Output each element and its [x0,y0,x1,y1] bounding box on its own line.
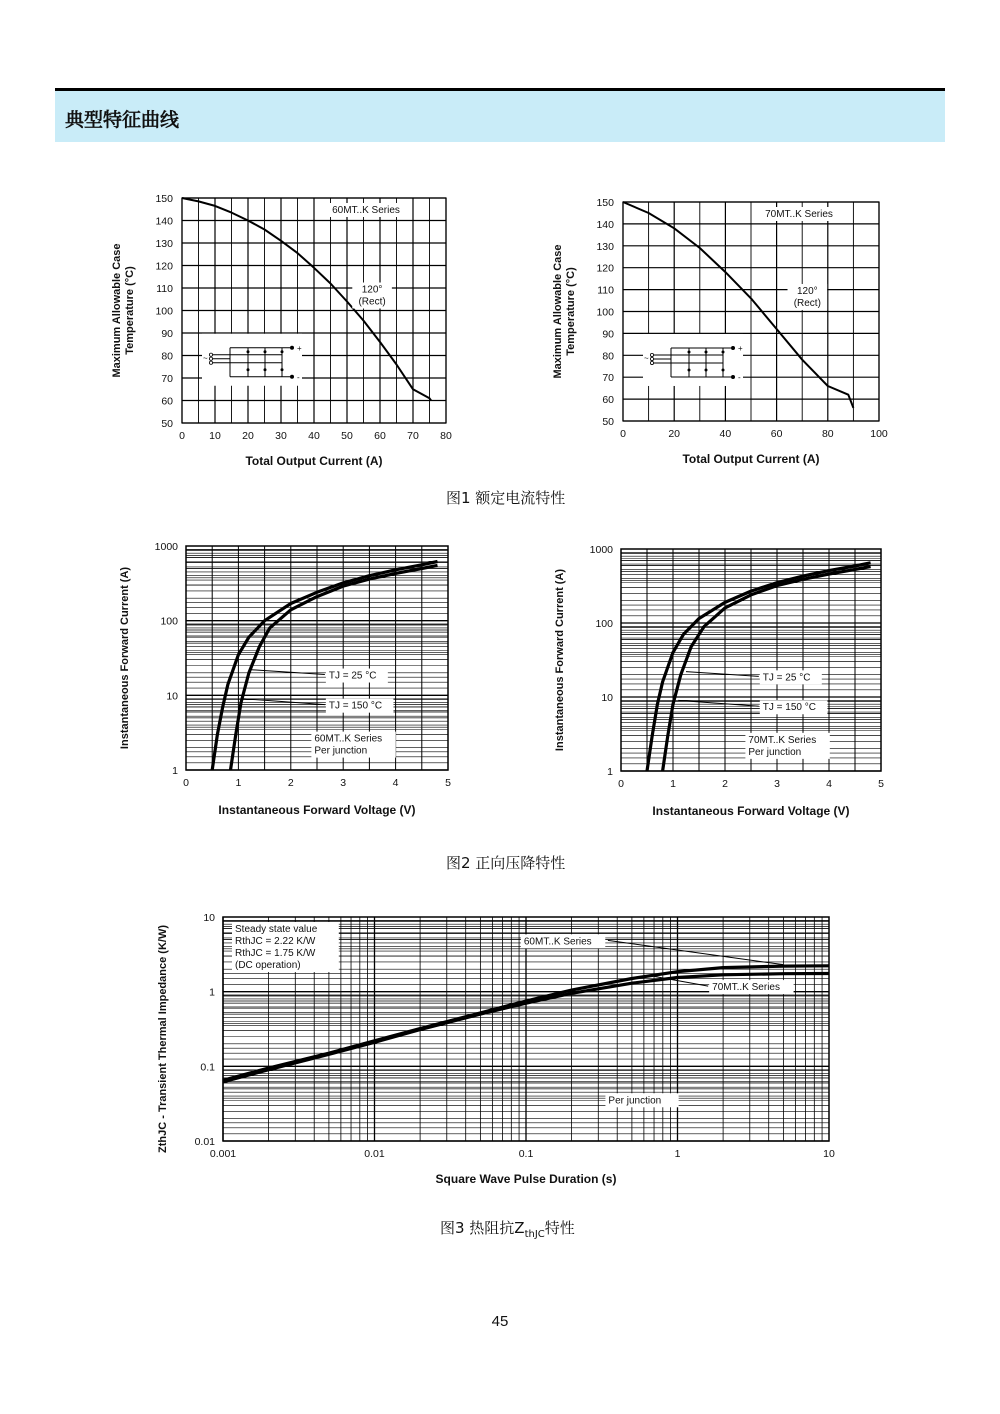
y-tick-label: 1 [172,765,178,777]
bridge-icon-input [650,357,653,360]
y-tick-label: 150 [155,193,173,205]
chart-forward-voltage-60mt [100,535,470,835]
bridge-icon-plus: + [738,343,743,353]
y-tick-label: 1000 [589,544,613,556]
bridge-icon-dot [247,350,250,353]
x-tick-label: 20 [668,428,681,440]
bridge-icon-dot [722,368,725,371]
bridge-icon-dot [264,368,267,371]
x-tick-label: 3 [340,777,347,789]
bridge-icon-bg [643,334,743,386]
series-label: Per junction [748,746,802,758]
x-tick-label: 5 [878,778,884,790]
series-label-70mt: 70MT..K Series [712,982,780,994]
y-tick-label: 120 [596,262,614,275]
caption-fig3 [440,1217,575,1240]
y-tick-label: 100 [596,306,614,319]
bridge-icon-minus: - [738,372,741,382]
y-tick-label: 90 [161,328,173,340]
y-axis-label: Maximum Allowable Case [552,244,564,379]
chart-rated-current-60mt [100,185,470,485]
chart-forward-voltage-70mt [545,535,905,835]
curve-annotation: (Rect) [793,297,821,309]
x-tick-label: 80 [821,428,834,440]
bridge-icon-terminal [290,375,294,379]
caption-fig3-prefix: 图3 热阻抗Z [440,1219,525,1237]
x-tick-label: 4 [392,777,399,789]
y-tick-label: 50 [161,418,173,430]
steady-state-legend: Steady state value [235,924,318,935]
y-tick-label: 110 [156,283,173,295]
section-header [55,88,945,142]
x-tick-label: 100 [870,428,888,440]
bridge-icon-input [209,357,212,360]
y-tick-label: 10 [166,690,178,703]
y-tick-label: 100 [155,305,173,318]
y-tick-label: 50 [602,416,614,428]
bridge-icon-input [209,353,212,356]
y-axis-label: Instantaneous Forward Current (A) [554,568,566,752]
section-title: 典型特征曲线 [65,109,180,131]
steady-state-legend: RthJC = 2.22 K/W [235,936,316,947]
series-label-60mt: 60MT..K Series [523,936,592,948]
y-tick-label: 90 [602,328,614,341]
y-tick-label: 100 [160,615,178,628]
y-tick-label: 10 [203,912,215,924]
x-tick-label: 10 [209,430,221,442]
x-tick-label: 10 [823,1148,835,1160]
x-tick-label: 40 [308,430,320,442]
y-tick-label: 80 [161,350,173,363]
x-axis-label: Square Wave Pulse Duration (s) [435,1172,617,1186]
y-tick-label: 120 [155,260,173,273]
y-axis-label: Temperature (°C) [124,266,136,355]
y-tick-label: 70 [161,373,173,385]
bridge-icon-dot [281,350,284,353]
series-label: 60MT..K Series [332,205,400,216]
legend-tj-25: TJ = 25 °C [762,672,811,684]
bridge-icon-input [650,361,653,364]
y-tick-label: 130 [596,240,614,253]
y-tick-label: 130 [155,238,173,250]
page-number: 45 [491,1313,509,1330]
chart-thermal-impedance [145,900,865,1200]
legend-tj-25: TJ = 25 °C [328,670,377,682]
x-tick-label: 0.01 [364,1148,385,1160]
bridge-icon-terminal [731,346,735,350]
bridge-icon-plus: + [297,343,302,353]
bridge-icon-dot [722,350,725,353]
x-tick-label: 3 [774,778,780,790]
y-tick-label: 1000 [154,541,178,553]
legend-tj-150: TJ = 150 °C [328,700,383,712]
bridge-rectifier-icon [202,334,302,386]
x-tick-label: 40 [719,428,732,440]
x-tick-label: 0 [183,777,189,789]
x-axis-label: Total Output Current (A) [245,454,383,468]
y-tick-label: 80 [602,350,614,363]
bridge-rectifier-icon [643,334,743,386]
bridge-icon-dot [264,350,267,353]
y-tick-label: 140 [596,218,614,231]
y-tick-label: 140 [155,215,173,228]
x-tick-label: 2 [722,778,728,790]
caption-fig3-suffix: 特性 [544,1219,575,1237]
y-axis-label: Instantaneous Forward Current (A) [119,566,131,750]
y-axis-label: ZthJC - Transient Thermal Impedance (K/W) [157,925,169,1153]
bridge-icon-dot [247,368,250,371]
steady-state-legend: RthJC = 1.75 K/W [235,948,316,959]
bridge-icon-dot [705,368,708,371]
series-label: Per junction [314,745,368,757]
legend-tj-150: TJ = 150 °C [762,702,817,714]
bridge-icon-dot [688,350,691,353]
steady-state-legend: (DC operation) [235,960,301,971]
x-tick-label: 80 [440,430,452,442]
series-label: 70MT..K Series [748,734,817,746]
x-tick-label: 0 [620,428,626,440]
curve-annotation: 120° [796,285,818,297]
x-tick-label: 30 [275,430,287,442]
x-tick-label: 60 [770,428,783,440]
x-tick-label: 1 [674,1148,681,1160]
y-tick-label: 0.01 [194,1136,215,1148]
x-tick-label: 20 [242,430,254,442]
bridge-icon-dot [705,350,708,353]
bridge-icon-input [209,361,212,364]
x-tick-label: 0 [179,430,185,442]
x-tick-label: 1 [670,778,676,790]
curve-annotation: (Rect) [358,296,386,308]
bridge-icon-dot [281,368,284,371]
x-axis-label: Instantaneous Forward Voltage (V) [652,804,850,818]
x-tick-label: 0.1 [518,1148,534,1160]
chart-rated-current-70mt [545,185,905,485]
series-label: 60MT..K Series [314,733,383,745]
x-axis-label: Instantaneous Forward Voltage (V) [218,803,416,817]
x-tick-label: 50 [341,430,353,442]
y-tick-label: 70 [602,372,614,385]
y-tick-label: 0.1 [200,1061,215,1074]
bridge-icon-ac: ~ [203,353,208,363]
x-tick-label: 70 [407,430,419,442]
x-tick-label: 5 [445,777,451,789]
curve-annotation: 120° [361,284,383,296]
caption-fig1: 图1 额定电流特性 [446,489,566,507]
caption-fig3-subscript: thJC [524,1229,545,1240]
bridge-icon-bg [202,334,302,386]
bridge-icon-ac: ~ [644,353,649,363]
x-tick-label: 0.001 [209,1148,237,1160]
y-tick-label: 60 [161,395,173,408]
x-tick-label: 2 [287,777,294,789]
y-tick-label: 150 [596,197,614,209]
bridge-icon-terminal [290,346,294,350]
y-tick-label: 1 [607,766,613,778]
series-label: 70MT..K Series [765,209,833,220]
y-tick-label: 1 [209,986,215,999]
y-tick-label: 60 [602,394,614,407]
y-tick-label: 110 [597,284,614,297]
bridge-icon-minus: - [297,372,300,382]
y-tick-label: 100 [595,618,613,630]
bridge-icon-terminal [731,375,735,379]
per-junction-label: Per junction [608,1095,662,1107]
bridge-icon-input [650,353,653,356]
y-tick-label: 10 [601,692,613,704]
x-tick-label: 1 [235,777,242,789]
x-axis-label: Total Output Current (A) [682,452,820,466]
y-axis-label: Maximum Allowable Case [111,243,123,378]
x-tick-label: 60 [374,430,386,442]
bridge-icon-dot [688,368,691,371]
caption-fig2: 图2 正向压降特性 [446,854,566,872]
x-tick-label: 4 [826,778,832,790]
x-tick-label: 0 [618,778,624,790]
y-axis-label: Temperature (°C) [565,267,577,356]
